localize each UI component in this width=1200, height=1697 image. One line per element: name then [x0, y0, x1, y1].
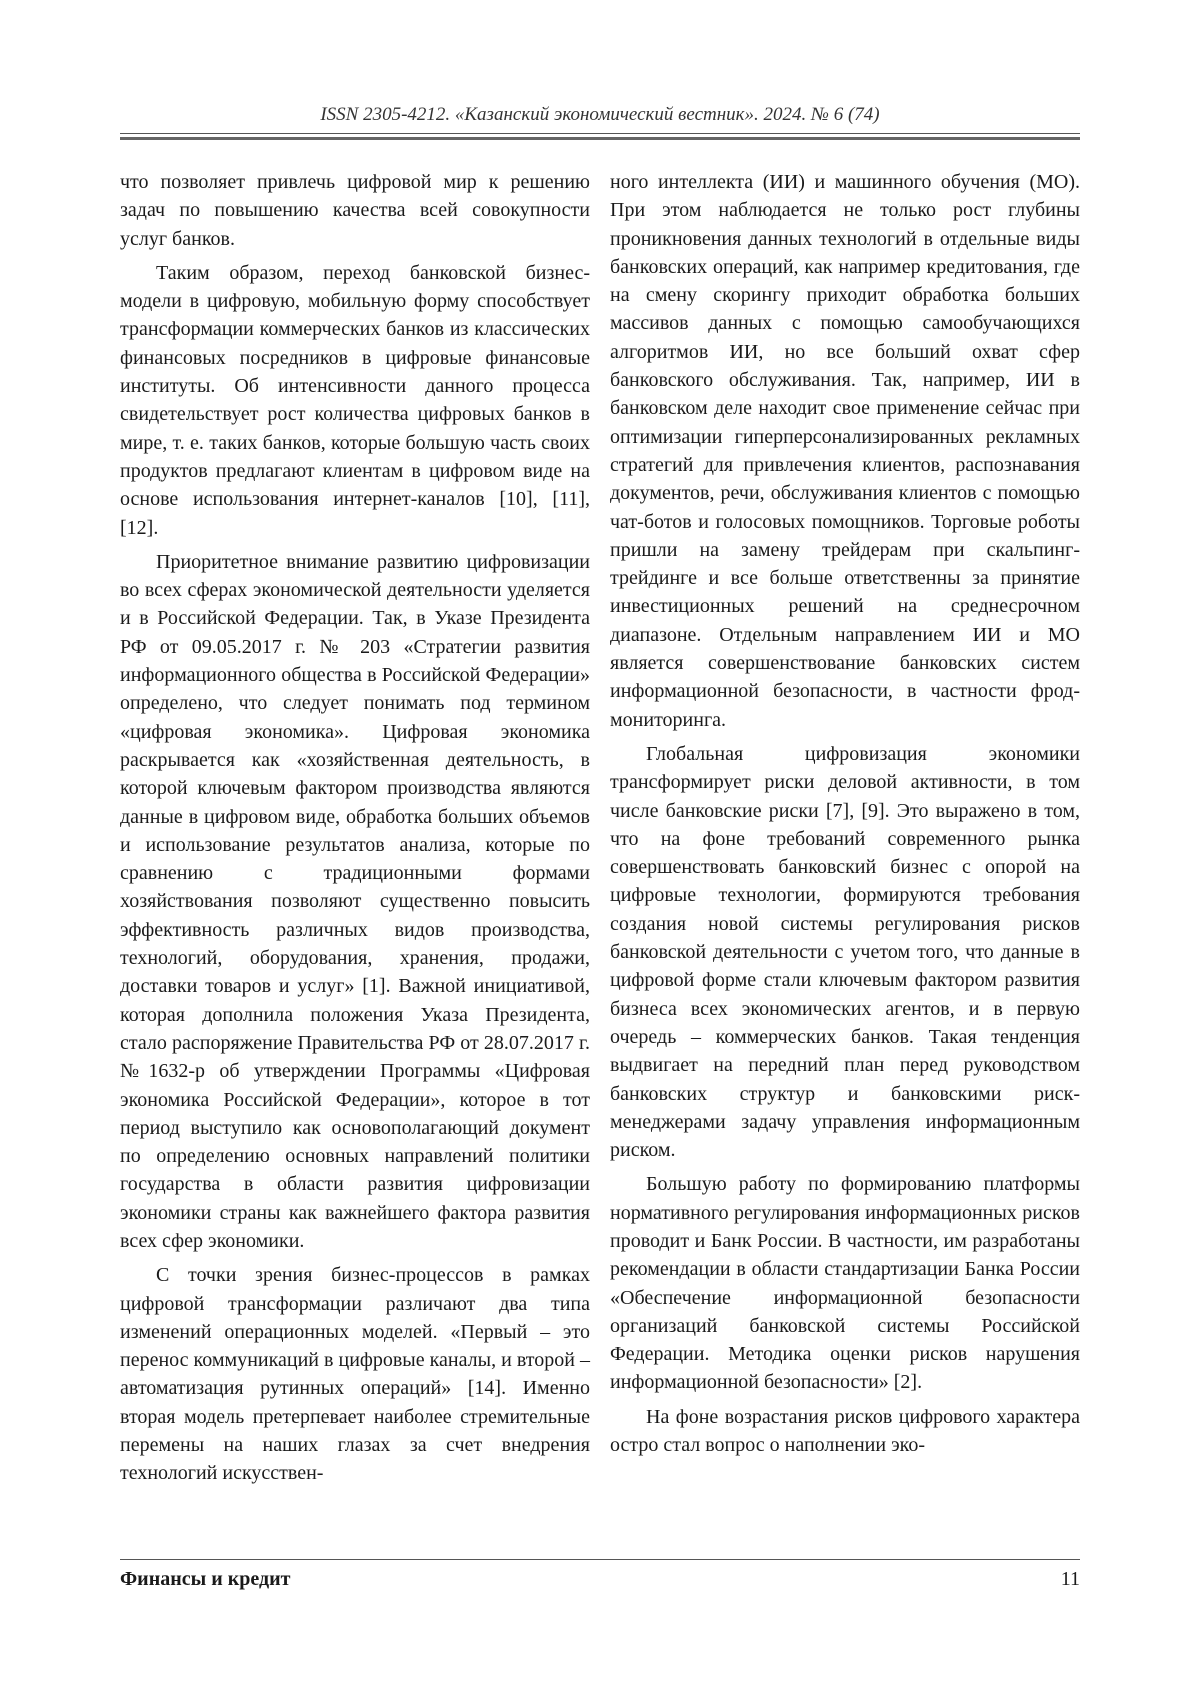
paragraph: что позволяет привлечь цифровой мир к решению задач по повышению качества всей совокупности услуг банков.: [120, 171, 590, 250]
left-column: [120, 168, 590, 1488]
paragraph: На фоне возрастания рисков цифрового характера остро стал вопрос о наполнении эко-: [610, 1405, 1080, 1457]
paragraph: Глобальная цифровизация экономики трансформирует риски деловой активности, в том числе банковские риски [7], [9]. Это выражено в том, что на фоне требований современного рынка совершенствовать банковский бизнес с опорой на цифровые технологии, формируются требования создания новой системы регулирования рисков банковской деятельности с учетом того, что данные в цифровой форме стали ключевым фактором развития бизнеса всех экономических агентов, и в первую очередь – коммерческих банков. Такая тенденция выдвигает на передний план перед руководством банковских структур и банковскими риск-менеджерами задачу управления информационным риском.: [610, 742, 1080, 1162]
page-number: 11: [1060, 1568, 1080, 1590]
footer-section-title: Финансы и кредит: [120, 1568, 291, 1590]
paragraph: ного интеллекта (ИИ) и машинного обучения (МО). При этом наблюдается не только рост глубины проникновения данных технологий в отдельные виды банковских операций, как например кредитования, где на смену скорингу приходит обработка больших массивов данных с помощью самообучающихся алгоритмов ИИ, но все больший охват сфер банковского обслуживания. Так, например, ИИ в банковском деле находит свое применение сейчас при оптимизации гиперперсонализированных рекламных стратегий для привлечения клиентов, распознавания документов, речи, обслуживания клиентов с помощью чат-ботов и голосовых помощников. Торговые роботы пришли на замену трейдерам при скальпинг-трейдинге и все больше ответственны за принятие инвестиционных решений на среднесрочном диапазоне. Отдельным направлением ИИ и МО является совершенствование банковских систем информационной безопасности, в частности фрод-мониторинга.: [610, 171, 1080, 731]
running-header: ISSN 2305-4212. «Казанский экономический вестник». 2024. № 6 (74): [320, 104, 880, 125]
paragraph: Таким образом, переход банковской бизнес-модели в цифровую, мобильную форму способствует трансформации коммерческих банков из классических финансовых посредников в цифровые финансовые институты. Об интенсивности данного процесса свидетельствует рост количества цифровых банков в мире, т. е. таких банков, которые большую часть своих продуктов предлагают клиентам в цифровом виде на основе использования интернет-каналов [10], [11], [12].: [120, 261, 590, 539]
paragraph: С точки зрения бизнес-процессов в рамках цифровой трансформации различают два типа изменений операционных моделей. «Первый – это перенос коммуникаций в цифровые каналы, и второй – автоматизация рутинных операций» [14]. Именно вторая модель претерпевает наиболее стремительные перемены на наших глазах за счет внедрения технологий искусствен-: [120, 1264, 590, 1485]
header-rule-thin: [120, 133, 1080, 134]
paragraph: Большую работу по формированию платформы нормативного регулирования информационных рисков проводит и Банк России. В частности, им разработаны рекомендации в области стандартизации Банка России «Обеспечение информационной безопасности организаций банковской системы Российской Федерации. Методика оценки рисков нарушения информационной безопасности» [2].: [610, 1173, 1080, 1394]
footer-rule: [120, 1559, 1080, 1560]
right-column: [610, 168, 1080, 1459]
paragraph: Приоритетное внимание развитию цифровизации во всех сферах экономической деятельности уделяется и в Российской Федерации. Так, в Указе Президента РФ от 09.05.2017 г. № 203 «Стратегии развития информационного общества в Российской Федерации» определено, что следует понимать под термином «цифровая экономика». Цифровая экономика раскрывается как «хозяйственная деятельность, в которой ключевым фактором производства являются данные в цифровом виде, обработка больших объемов и использование результатов анализа, которые по сравнению с традиционными формами хозяйствования позволяют существенно повысить эффективность различных видов производства, технологий, оборудования, хранения, продажи, доставки товаров и услуг» [1]. Важной инициативой, которая дополнила положения Указа Президента, стало распоряжение Правительства РФ от 28.07.2017 г. №1632-р об утверждении Программы «Цифровая экономика Российской Федерации», которое в тот период выступило как основополагающий документ по определению основных направлений политики государства в области развития цифровизации экономики страны как важнейшего фактора развития всех сфер экономики.: [120, 550, 590, 1252]
header-rule-thick: [120, 137, 1080, 140]
